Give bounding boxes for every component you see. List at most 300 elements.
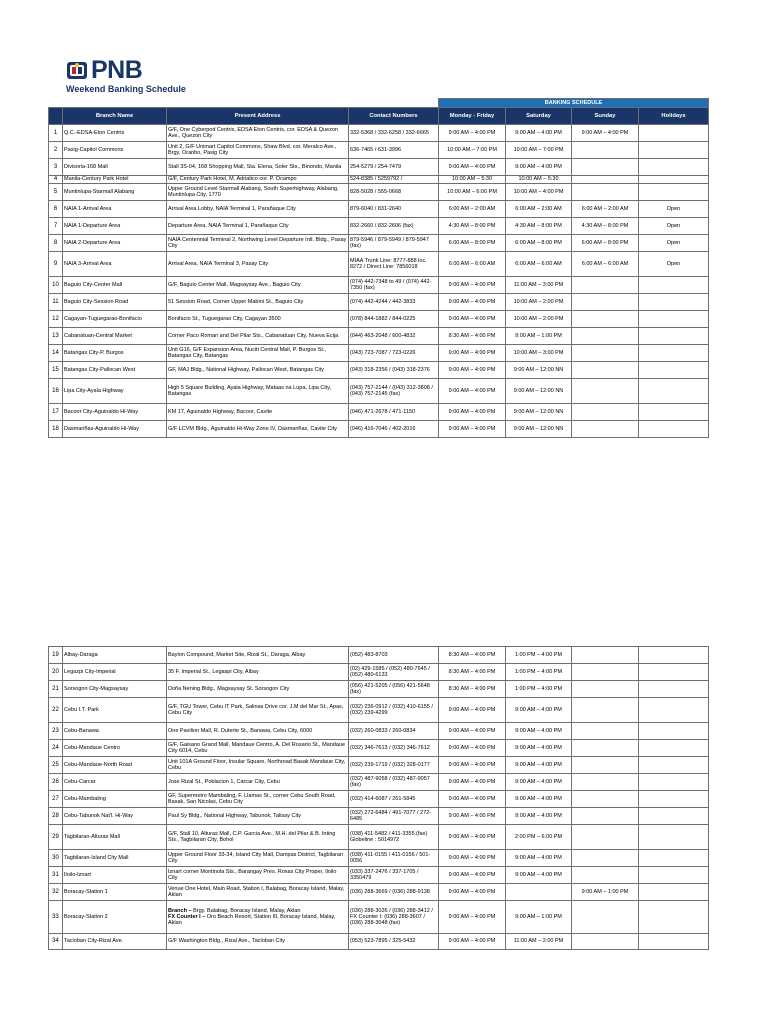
hours-sunday: [572, 867, 639, 884]
hours-mon-fri: 8:30 AM – 4:00 PM: [439, 681, 506, 698]
table-row: [49, 723, 709, 740]
hours-mon-fri: 9:00 AM – 4:00 PM: [439, 825, 506, 850]
branch-name: Baguio City-Center Mall: [63, 277, 167, 294]
hours-mon-fri: 9:00 AM – 4:00 PM: [439, 884, 506, 901]
contact-numbers: (036) 288-3669 / (036) 288-9138: [349, 884, 439, 901]
branch-address: G/F, Stall 10, Alturas Mall, C.P. Garcia Ave., M.H. del Pilar & B. Inting Sts., Tagbilaran City, Bohol: [167, 825, 349, 850]
branch-name: Cebu-Mambaling: [63, 791, 167, 808]
hours-mon-fri: 9:00 AM – 4:00 PM: [439, 850, 506, 867]
hours-holidays: [639, 698, 709, 723]
branch-address: G/F, Gaisano Grand Mall, Mandaue Centro, A. Del Rosario St., Mandaue City 6014, Cebu: [167, 740, 349, 757]
branch-name: Cebu-Carcar: [63, 774, 167, 791]
hours-holidays: [639, 901, 709, 934]
hours-mon-fri: 6:00 AM – 2:00 AM: [439, 201, 506, 218]
contact-numbers: (033) 337-2476 / 337-1705 / 3350479: [349, 867, 439, 884]
branch-address: Baylon Compound, Market Site, Rizal St., Daraga, Albay: [167, 647, 349, 664]
contact-numbers: (044) 463-2048 / 600-4832: [349, 328, 439, 345]
hours-mon-fri: 9:00 AM – 4:00 PM: [439, 345, 506, 362]
hours-holidays: [639, 884, 709, 901]
branch-name: Tagbilaran-Island City Mall: [63, 850, 167, 867]
contact-numbers: (032) 346-7613 / (032) 346-7612: [349, 740, 439, 757]
branch-name: NAIA 1-Departure Area: [63, 218, 167, 235]
hours-saturday: 10:00 AM – 2:00 PM: [506, 311, 572, 328]
hours-sunday: [572, 723, 639, 740]
col-no: [49, 108, 63, 125]
contact-numbers: (043) 318-2356 / (043) 318-2376: [349, 362, 439, 379]
row-number: 20: [49, 664, 63, 681]
hours-sunday: 4:30 AM – 8:00 PM: [572, 218, 639, 235]
branch-address: One Pavilion Mall, R. Duterte St., Banawa, Cebu City, 6000: [167, 723, 349, 740]
hours-mon-fri: 9:00 AM – 4:00 PM: [439, 379, 506, 404]
hours-holidays: [639, 647, 709, 664]
table-row: [49, 201, 709, 218]
hours-holidays: [639, 328, 709, 345]
col-present-address: Present Address: [167, 108, 349, 125]
hours-holidays: [639, 159, 709, 176]
table-row: [49, 311, 709, 328]
contact-numbers: 524-8385 / 5259792 /: [349, 176, 439, 184]
contact-numbers: (02) 429-1585 / (052) 480-7645 / (052) 480-6133: [349, 664, 439, 681]
hours-mon-fri: 9:00 AM – 4:00 PM: [439, 362, 506, 379]
branch-name: Boracay-Station 1: [63, 884, 167, 901]
table-row: [49, 791, 709, 808]
hours-sunday: [572, 176, 639, 184]
hours-mon-fri: 9:00 AM – 4:00 PM: [439, 404, 506, 421]
hours-saturday: 9:00 AM – 12:00 NN: [506, 362, 572, 379]
hours-saturday: 2:00 PM – 6:00 PM: [506, 825, 572, 850]
table-row: [49, 345, 709, 362]
table-row: [49, 698, 709, 723]
hours-sunday: [572, 664, 639, 681]
hours-saturday: 9:00 AM – 4:00 PM: [506, 159, 572, 176]
hours-mon-fri: 9:00 AM – 4:00 PM: [439, 774, 506, 791]
contact-numbers: (053) 523-7895 / 325-5432: [349, 934, 439, 950]
hours-saturday: 9:00 AM – 4:00 PM: [506, 723, 572, 740]
branch-address: GF, Supermetro Mambaling, F. Llamas St., corner Cebu South Road, Basak, San Nicolas, Cebu City: [167, 791, 349, 808]
hours-mon-fri: 8:30 AM – 4:00 PM: [439, 664, 506, 681]
hours-holidays: [639, 934, 709, 950]
hours-mon-fri: 6:00 AM – 6:00 AM: [439, 252, 506, 277]
row-number: 13: [49, 328, 63, 345]
hours-saturday: 1:00 PM – 4:00 PM: [506, 681, 572, 698]
table-row: [49, 664, 709, 681]
branch-address: Iznart corner Montinola Sts., Barangay Pres. Roxas City Proper, Iloilo City: [167, 867, 349, 884]
branch-address: Unit 2, G/F Unimart Capitol Commons, Shaw Blvd. cor. Meralco Ave., Brgy. Oranbo, Pasig City: [167, 142, 349, 159]
branch-address: Departure Area, NAIA Terminal 1, Parañaque City: [167, 218, 349, 235]
row-number: 26: [49, 774, 63, 791]
pnb-logo: [66, 57, 142, 83]
row-number: 8: [49, 235, 63, 252]
contact-numbers: (032) 239-1719 / (032) 328-0177: [349, 757, 439, 774]
hours-sunday: [572, 850, 639, 867]
table-row: [49, 421, 709, 438]
hours-holidays: [639, 681, 709, 698]
hours-holidays: Open: [639, 201, 709, 218]
hours-saturday: 9:00 AM – 4:00 PM: [506, 698, 572, 723]
pnb-emblem-icon: [66, 59, 88, 81]
row-number: 30: [49, 850, 63, 867]
branch-name: Q.C.-EDSA-Eton Centris: [63, 125, 167, 142]
hours-saturday: 9:00 AM – 12:00 NN: [506, 379, 572, 404]
hours-mon-fri: 9:00 AM – 4:00 PM: [439, 934, 506, 950]
branch-name: NAIA 1-Arrival Area: [63, 201, 167, 218]
page-subtitle: Weekend Banking Schedule: [66, 84, 186, 94]
row-number: 4: [49, 176, 63, 184]
hours-sunday: [572, 421, 639, 438]
table-row: [49, 934, 709, 950]
hours-holidays: [639, 277, 709, 294]
row-number: 9: [49, 252, 63, 277]
branch-name: Sorsogon City-Magsaysay: [63, 681, 167, 698]
hours-mon-fri: 8:30 AM – 4:00 PM: [439, 647, 506, 664]
contact-numbers: (052) 483-8703: [349, 647, 439, 664]
hours-holidays: [639, 757, 709, 774]
hours-mon-fri: 10:00 AM – 7:00 PM: [439, 142, 506, 159]
hours-holidays: [639, 421, 709, 438]
hours-saturday: 10:00 AM – 5:30: [506, 176, 572, 184]
row-number: 25: [49, 757, 63, 774]
branch-name: Cebu-Tabunok Nat'l. Hi-Way: [63, 808, 167, 825]
col-saturday: Saturday: [506, 108, 572, 125]
branch-name: Legazpi City-Imperial: [63, 664, 167, 681]
contact-numbers: 332-5368 / 332-6258 / 332-6665: [349, 125, 439, 142]
hours-saturday: 9:00 AM – 4:00 PM: [506, 774, 572, 791]
branch-name: Tagbilaran-Alturas Mall: [63, 825, 167, 850]
hours-sunday: [572, 311, 639, 328]
row-number: 5: [49, 184, 63, 201]
branch-name: Albay-Daraga: [63, 647, 167, 664]
hours-holidays: [639, 142, 709, 159]
row-number: 6: [49, 201, 63, 218]
branch-name: Baguio City-Session Road: [63, 294, 167, 311]
hours-mon-fri: 9:00 AM – 4:00 PM: [439, 311, 506, 328]
branch-address: GF, MAJ Bldg., National Highway, Pallocan West, Batangas City: [167, 362, 349, 379]
row-number: 22: [49, 698, 63, 723]
row-number: 33: [49, 901, 63, 934]
address-part: Oro Beach Resort, Station III, Boracay Island, Malay, Aklan: [168, 913, 336, 927]
table-row: [49, 404, 709, 421]
branch-address: Arrival Area Lobby, NAIA Terminal 1, Parañaque City: [167, 201, 349, 218]
branch-name: Iloilo-Iznart: [63, 867, 167, 884]
hours-saturday: 9:00 AM – 4:00 PM: [506, 757, 572, 774]
hours-mon-fri: 9:00 AM – 4:00 PM: [439, 808, 506, 825]
contact-numbers: 636-7465 / 631-3996: [349, 142, 439, 159]
row-number: 12: [49, 311, 63, 328]
hours-saturday: 9:00 AM – 4:00 PM: [506, 740, 572, 757]
contact-numbers: (036) 288-3026 / (036) 288-3412 / FX Counter I: (036) 288-3607 / (036) 288-3048 (fax): [349, 901, 439, 934]
contact-numbers: (032) 414-6087 / 261-5845: [349, 791, 439, 808]
hours-sunday: [572, 808, 639, 825]
hours-sunday: [572, 934, 639, 950]
hours-holidays: [639, 808, 709, 825]
branch-name: Cebu-Mandaue Centro: [63, 740, 167, 757]
contact-numbers: (046) 471-2678 / 471-1150: [349, 404, 439, 421]
branch-address: G/F, TGU Tower, Cebu IT Park, Salinas Drive cor. J.M del Mar St., Apas, Cebu City: [167, 698, 349, 723]
contact-numbers: 254-5279 / 254-7479: [349, 159, 439, 176]
branch-name: NAIA 2-Departure Area: [63, 235, 167, 252]
hours-holidays: [639, 825, 709, 850]
branch-name: Cebu I.T. Park: [63, 698, 167, 723]
hours-saturday: 9:00 AM – 12:00 NN: [506, 421, 572, 438]
hours-sunday: [572, 142, 639, 159]
row-number: 17: [49, 404, 63, 421]
table-row: [49, 647, 709, 664]
row-number: 32: [49, 884, 63, 901]
branch-address: KM 17, Aguinaldo Highway, Bacoor, Cavite: [167, 404, 349, 421]
hours-holidays: Open: [639, 218, 709, 235]
hours-holidays: [639, 723, 709, 740]
hours-saturday: 6:00 AM – 8:00 PM: [506, 235, 572, 252]
hours-mon-fri: 9:00 AM – 4:00 PM: [439, 421, 506, 438]
hours-mon-fri: 9:00 AM – 4:00 PM: [439, 901, 506, 934]
hours-saturday: 10:00 AM – 3:00 PM: [506, 345, 572, 362]
branch-address: Paul Sy Bldg., National Highway, Tabunok, Talisay City: [167, 808, 349, 825]
address-part: Branch –: [168, 907, 192, 914]
hours-mon-fri: 9:00 AM – 4:00 PM: [439, 698, 506, 723]
branch-address: Doña Nening Bldg., Magsaysay St. Sorsogon City: [167, 681, 349, 698]
branch-name: Pasig-Capitol Commons: [63, 142, 167, 159]
hours-holidays: [639, 850, 709, 867]
table-row: [49, 901, 709, 934]
banking-schedule-header: BANKING SCHEDULE: [439, 99, 709, 108]
contact-numbers: (046) 416-7046 / 402-2016: [349, 421, 439, 438]
hours-sunday: 6:00 AM – 6:00 AM: [572, 252, 639, 277]
branch-address: Jose Rizal St., Poblacion 1, Carcar City, Cebu: [167, 774, 349, 791]
hours-mon-fri: 9:00 AM – 4:00 PM: [439, 740, 506, 757]
hours-sunday: 9:00 AM – 1:00 PM: [572, 884, 639, 901]
hours-saturday: 9:00 AM – 4:00 PM: [506, 850, 572, 867]
hours-mon-fri: 10:00 AM – 6:00 PM: [439, 184, 506, 201]
branch-address: Corner Paco Roman and Del Pilar Sts., Cabanatuan City, Nueva Ecija: [167, 328, 349, 345]
hours-mon-fri: 9:00 AM – 4:00 PM: [439, 125, 506, 142]
contact-numbers: (038) 411-5482 / 411-3355 (fax) Globeline : 5014972: [349, 825, 439, 850]
branch-name: Bacoor City-Aguinaldo Hi-Way: [63, 404, 167, 421]
table-row: [49, 362, 709, 379]
hours-holidays: [639, 125, 709, 142]
hours-sunday: [572, 362, 639, 379]
branch-address: G/F, One Cyberpod Centris, EDSA Eton Centris, cor. EDSA & Quezon Ave., Quezon City: [167, 125, 349, 142]
hours-saturday: 11:00 AM – 3:00 PM: [506, 277, 572, 294]
branch-address: [167, 901, 349, 934]
contact-numbers: (078) 844-1882 / 844-0225: [349, 311, 439, 328]
col-branch-name: Branch Name: [63, 108, 167, 125]
hours-sunday: [572, 698, 639, 723]
hours-holidays: [639, 176, 709, 184]
row-number: 7: [49, 218, 63, 235]
branch-address: G/F, Baguio Center Mall, Magsaysay Ave., Baguio City: [167, 277, 349, 294]
hours-holidays: [639, 404, 709, 421]
row-number: 16: [49, 379, 63, 404]
hours-mon-fri: 9:00 AM – 4:00 PM: [439, 723, 506, 740]
hours-saturday: 9:00 AM – 4:00 PM: [506, 125, 572, 142]
hours-sunday: [572, 277, 639, 294]
row-number: 24: [49, 740, 63, 757]
hours-mon-fri: 9:00 AM – 4:00 PM: [439, 294, 506, 311]
contact-numbers: (043) 757-2144 / (043) 312-3808 / (043) 757-2145 (fax): [349, 379, 439, 404]
hours-saturday: 10:00 AM – 2:00 PM: [506, 294, 572, 311]
hours-sunday: [572, 404, 639, 421]
hours-sunday: [572, 901, 639, 934]
brand-name: PNB: [91, 55, 143, 84]
table-row: [49, 884, 709, 901]
branch-address: G/F, Century Park Hotel, M. Adriatico cor. P. Ocampo: [167, 176, 349, 184]
branch-name: Dasmariñas-Aguinaldo Hi-Way: [63, 421, 167, 438]
schedule-table-2: [48, 646, 709, 950]
hours-sunday: [572, 184, 639, 201]
hours-holidays: [639, 379, 709, 404]
hours-saturday: 1:00 PM – 4:00 PM: [506, 647, 572, 664]
branch-address: G/F LCVM Bldg., Aguinaldo Hi-Way Zone IV, Dasmariñas, Cavite City: [167, 421, 349, 438]
hours-mon-fri: 9:00 AM – 4:00 PM: [439, 791, 506, 808]
row-number: 14: [49, 345, 63, 362]
hours-saturday: [506, 884, 572, 901]
branch-name: Muntinlupa-Starmall Alabang: [63, 184, 167, 201]
branch-address: Unit G16, G/F Expansion Area, Nuciti Central Mall, P. Burgos St., Batangas City, Batangas: [167, 345, 349, 362]
hours-sunday: [572, 345, 639, 362]
branch-name: Cabanatuan-Central Market: [63, 328, 167, 345]
hours-saturday: 6:00 AM – 2:00 AM: [506, 201, 572, 218]
hours-sunday: [572, 740, 639, 757]
row-number: 23: [49, 723, 63, 740]
branch-address: 35 F. Imperial St., Legaspi City, Albay: [167, 664, 349, 681]
hours-sunday: 9:00 AM – 4:00 PM: [572, 125, 639, 142]
hours-saturday: 1:00 PM – 4:00 PM: [506, 664, 572, 681]
hours-saturday: 9:00 AM – 1:00 PM: [506, 328, 572, 345]
address-part: Brgy. Balabag, Boracay Island, Malay, Aklan: [191, 907, 301, 914]
contact-numbers: (074) 442-7348 to 49 / (074) 442-7350 (fax): [349, 277, 439, 294]
branch-address: Stall 3S-04, 168 Shopping Mall, Sta. Elena, Soler Sts., Binondo, Manila: [167, 159, 349, 176]
table-row: [49, 176, 709, 184]
branch-name: NAIA 3-Arrival Area: [63, 252, 167, 277]
hours-sunday: [572, 774, 639, 791]
table-row: [49, 850, 709, 867]
contact-numbers: (038) 411-0155 / 411-0156 / 501-0056: [349, 850, 439, 867]
hours-sunday: 6:00 AM – 8:00 PM: [572, 235, 639, 252]
hours-mon-fri: 10:00 AM – 5:30: [439, 176, 506, 184]
table-row: [49, 774, 709, 791]
contact-numbers: (032) 260-0833 / 260-0834: [349, 723, 439, 740]
hours-saturday: 9:00 AM – 4:00 PM: [506, 791, 572, 808]
schedule-table-1: [48, 98, 709, 438]
hours-holidays: [639, 345, 709, 362]
contact-numbers: 879-6040 / 831-2640: [349, 201, 439, 218]
table-row: [49, 328, 709, 345]
branch-name: Divisoria-168 Mall: [63, 159, 167, 176]
branch-name: Manila-Century Park Hotel: [63, 176, 167, 184]
hours-holidays: [639, 774, 709, 791]
branch-name: Boracay-Station 2: [63, 901, 167, 934]
hours-sunday: [572, 159, 639, 176]
branch-address: NAIA Centennial Terminal 2, Northwing Level Departure Intl. Bldg., Pasay City: [167, 235, 349, 252]
row-number: 27: [49, 791, 63, 808]
contact-numbers: (032) 487-9058 / (032) 487-9057 (fax): [349, 774, 439, 791]
hours-mon-fri: 4:30 AM – 8:00 PM: [439, 218, 506, 235]
contact-numbers: (032) 236-0912 / (032) 410-6155 / (032) 239-4299: [349, 698, 439, 723]
branch-address: Bonifacio St., Tuguegarao City, Cagayan 3500: [167, 311, 349, 328]
table-row: [49, 757, 709, 774]
row-number: 31: [49, 867, 63, 884]
hours-holidays: [639, 867, 709, 884]
row-number: 21: [49, 681, 63, 698]
row-number: 29: [49, 825, 63, 850]
row-number: 11: [49, 294, 63, 311]
hours-holidays: Open: [639, 252, 709, 277]
hours-mon-fri: 9:00 AM – 4:00 PM: [439, 159, 506, 176]
hours-sunday: [572, 791, 639, 808]
branch-name: Lipa City-Ayala Highway: [63, 379, 167, 404]
hours-sunday: [572, 647, 639, 664]
hours-sunday: [572, 379, 639, 404]
col-contact-numbers: Contact Numbers: [349, 108, 439, 125]
branch-name: Tacloban City-Rizal Ave.: [63, 934, 167, 950]
hours-saturday: 10:00 AM – 4:00 PM: [506, 184, 572, 201]
branch-name: Batangas City-P. Burgos: [63, 345, 167, 362]
hours-sunday: [572, 681, 639, 698]
hours-mon-fri: 9:00 AM – 4:00 PM: [439, 277, 506, 294]
table-row: [49, 235, 709, 252]
hours-holidays: [639, 294, 709, 311]
branch-address: Upper Ground Level Starmall Alabang, South Superhighway, Alabang, Muntinlupa City, 1770: [167, 184, 349, 201]
row-number: 18: [49, 421, 63, 438]
hours-holidays: Open: [639, 235, 709, 252]
hours-holidays: [639, 740, 709, 757]
hours-holidays: [639, 791, 709, 808]
row-number: 19: [49, 647, 63, 664]
hours-holidays: [639, 362, 709, 379]
table-row: [49, 825, 709, 850]
branch-name: Cebu-Banawa: [63, 723, 167, 740]
row-number: 15: [49, 362, 63, 379]
hours-saturday: 9:00 AM – 4:00 PM: [506, 808, 572, 825]
table-row: [49, 681, 709, 698]
branch-address: Arrival Area, NAIA Terminal 3, Pasay City: [167, 252, 349, 277]
contact-numbers: (032) 272-6484 / 491-7077 / 272-6485: [349, 808, 439, 825]
branch-address: G/F Washington Bldg., Rizal Ave., Tacloban City: [167, 934, 349, 950]
row-number: 34: [49, 934, 63, 950]
branch-address: High 5 Square Building, Ayala Highway, Mataas na Lupa, Lipa City, Batangas: [167, 379, 349, 404]
contact-numbers: 879-5946 / 879-5949 / 879-5947 (fax): [349, 235, 439, 252]
branch-address: 51 Session Road, Corner Upper Mabini St., Baguio City: [167, 294, 349, 311]
hours-saturday: 9:00 AM – 4:00 PM: [506, 867, 572, 884]
hours-holidays: [639, 184, 709, 201]
hours-sunday: [572, 328, 639, 345]
hours-mon-fri: 6:00 AM – 8:00 PM: [439, 235, 506, 252]
branch-address: Venue One Hotel, Main Road, Station I, Balabag, Boracay Island, Malay, Aklan: [167, 884, 349, 901]
table-row: [49, 808, 709, 825]
hours-saturday: 11:00 AM – 2:00 PM: [506, 934, 572, 950]
branch-address: Unit 101A Ground Floor, Insular Square, Northroad Basak Mandaue City, Cebu: [167, 757, 349, 774]
hours-mon-fri: 9:00 AM – 4:00 PM: [439, 867, 506, 884]
contact-numbers: 832-2660 / 832-2606 (fax): [349, 218, 439, 235]
hours-saturday: 4:30 AM – 8:00 PM: [506, 218, 572, 235]
hours-holidays: [639, 664, 709, 681]
hours-saturday: 6:00 AM – 6:00 AM: [506, 252, 572, 277]
hours-saturday: 10:00 AM – 7:00 PM: [506, 142, 572, 159]
table-row: [49, 740, 709, 757]
hours-saturday: 9:00 AM – 1:00 PM: [506, 901, 572, 934]
contact-numbers: 828-5028 / 555-0668: [349, 184, 439, 201]
hours-sunday: [572, 757, 639, 774]
table-row: [49, 184, 709, 201]
hours-mon-fri: 8:30 AM – 4:00 PM: [439, 328, 506, 345]
table-row: [49, 277, 709, 294]
table-row: [49, 125, 709, 142]
branch-name: Cebu-Mandaue-North Road: [63, 757, 167, 774]
row-number: 28: [49, 808, 63, 825]
table-row: [49, 218, 709, 235]
hours-saturday: 9:00 AM – 12:00 NN: [506, 404, 572, 421]
hours-holidays: [639, 311, 709, 328]
